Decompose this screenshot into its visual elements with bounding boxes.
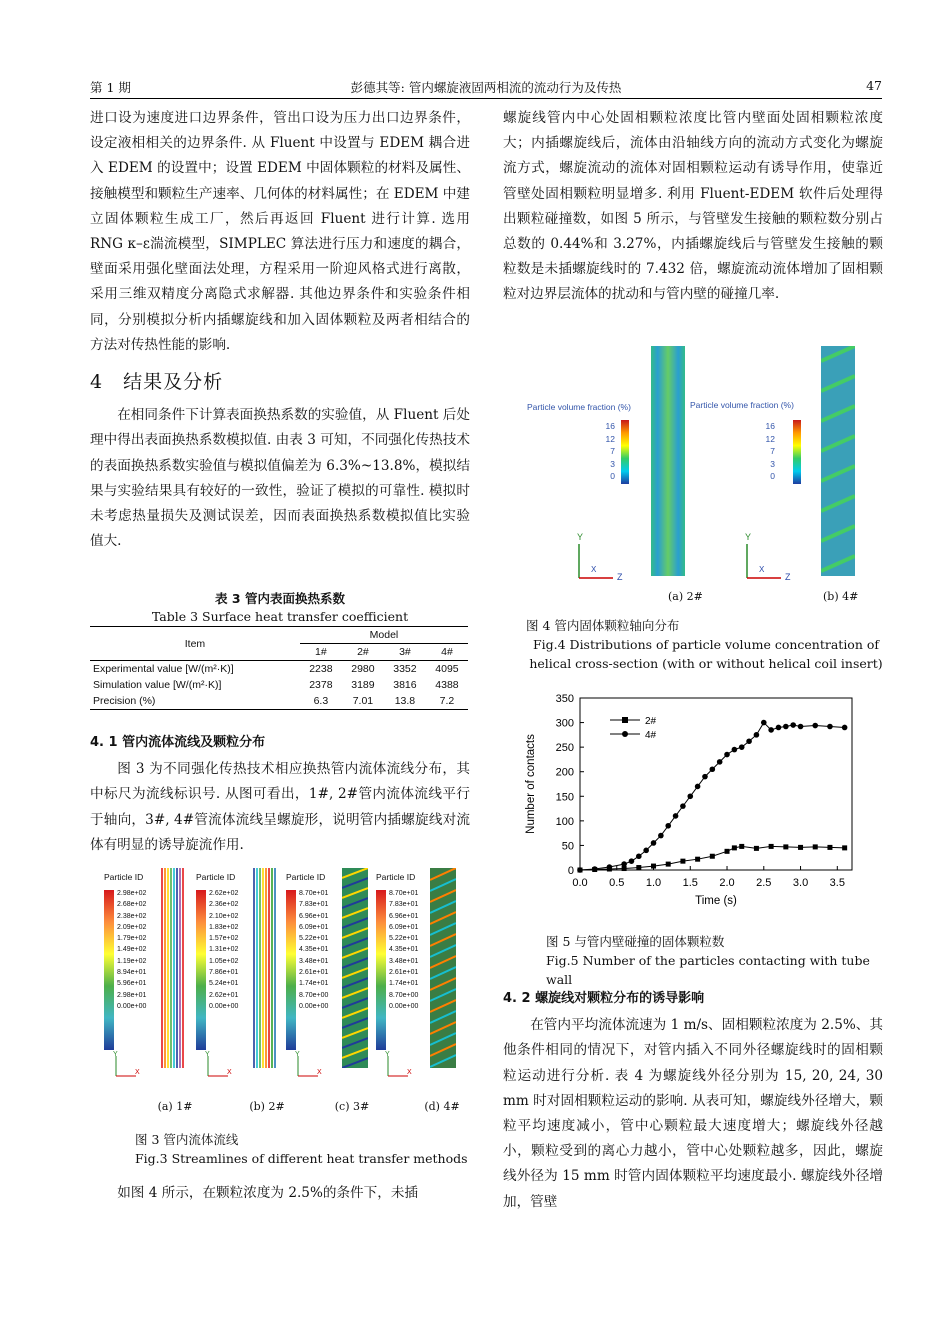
svg-text:Y: Y [113,1051,118,1058]
data-point [768,727,774,733]
panel-label: (a) 2# [668,590,703,603]
data-point [783,724,789,730]
colorbar [376,890,386,1050]
paragraph: 在相同条件下计算表面换热系数的实验值，从 Fluent 后处理中得出表面换热系数模拟值. 由表 3 可知，不同强化传热技术的表面换热系数实验值与模拟值偏差为 6.3%~13.8%，模拟结果与实验结果具有较好的一致性，验证了模拟的可靠性. 模拟时未考虑热量损失及测试误差，因而表面换热系数模拟值比实验值大. [90,407,470,550]
table-caption-cn: 表 3 管内表面换热系数 [215,591,345,606]
data-point [651,840,657,846]
data-point [761,720,767,726]
colorbar-ticks: 2.62e+02 2.36e+02 2.10e+02 1.83e+02 1.57e+02 1.31e+02 1.05e+02 7.86e+01 5.24e+01 2.62e+01 0.00e+00 [209,890,239,1010]
x-tick-label: 2.5 [756,877,772,889]
x-tick-label: 3.5 [829,877,845,889]
svg-text:X: X [227,1069,232,1076]
table-col-header: 4# [441,646,453,658]
subsection-heading-4-2: 4. 2 螺旋线对颗粒分布的诱导影响 [503,991,705,1006]
axis-triad [741,528,801,583]
fig4-caption-en: Fig.4 Distributions of particle volume concentration of helical cross-section (with or without helical coil insert) [529,637,883,671]
data-point [776,725,782,731]
fig4-caption [526,616,886,673]
fig3-panel-a [100,862,193,1113]
section-heading-4: 4 结果及分析 [90,371,224,394]
row-label: Experimental value [W/(m²·K)] [93,663,234,675]
data-point [842,725,848,731]
svg-text:Z: Z [617,572,623,582]
legend-marker [622,717,628,723]
issue-number: 第 1 期 [90,80,131,95]
heat-transfer-table [90,626,468,710]
table-col-header: 3# [399,646,411,658]
colorbar [286,890,296,1050]
cell: 4388 [435,679,459,691]
data-point [636,865,641,870]
data-point [724,752,730,758]
legend-title: Particle ID [376,872,416,882]
data-point [739,844,744,849]
svg-text:Y: Y [205,1051,210,1058]
series-line-4# [580,723,845,870]
legend-title: Particle ID [104,872,144,882]
header-rule [90,98,882,99]
axis-triad [202,1050,232,1080]
row-label: Simulation value [W/(m²·K)] [93,679,222,691]
colorbar-ticks: 2.98e+02 2.68e+02 2.38e+02 2.09e+02 1.79e+02 1.49e+02 1.19e+02 8.94e+01 5.96e+01 2.98e+01 0.00e+00 [117,890,147,1010]
running-title: 彭德其等: 管内螺旋液固两相流的流动行为及传热 [350,80,622,95]
data-point [665,823,671,829]
right-column-2 [503,982,883,1215]
svg-text:Y: Y [577,532,584,542]
figure-3 [100,862,460,1122]
data-point [812,723,818,729]
svg-text:X: X [317,1069,322,1076]
y-axis-label: Number of contacts [525,734,537,834]
svg-text:X: X [135,1069,140,1076]
tube-concentration-b [821,346,855,576]
panel-label: (d) 4# [424,1100,460,1113]
data-point [651,864,656,869]
x-tick-label: 1.0 [645,877,662,889]
cell: 2980 [351,663,375,675]
data-point [666,862,671,867]
data-point [827,724,833,730]
table-col-header: 2# [357,646,369,658]
legend-ticks: 16 12 7 3 0 [765,421,775,481]
fig3-panel-b [192,862,285,1113]
legend-title: Particle volume fraction (%) [527,402,631,412]
fig3-caption-cn: 图 3 管内流体流线 [135,1132,239,1147]
colorbar [793,420,801,484]
fig3-panel-d [372,862,462,1113]
tube-streamlines [252,868,278,1068]
cell: 2378 [309,679,333,691]
data-point [680,803,686,809]
figure-4 [523,340,863,610]
axis-triad [382,1050,412,1080]
y-tick-label: 150 [555,791,574,804]
svg-text:X: X [591,565,597,574]
data-point [673,813,679,819]
cell: 7.2 [439,695,455,707]
paragraph: 在管内平均流体流速为 1 m/s、固相颗粒浓度为 2.5%、其他条件相同的情况下，对管内插入不同外径螺旋线时的固相颗粒运动进行分析. 表 4 为螺旋线外径分别为 15, 20, 24, 30 mm 时对固相颗粒运动的影响. 从表可知，螺旋线外径增大，颗粒平均速度减小，管中心颗粒最大速度增大；螺旋线外径越小，颗粒受到的离心力越小，管中心处颗粒越多，因此，螺旋线外径为 15 mm 时管内固体颗粒平均速度最小. 螺旋线外径增加，管壁 [503,1017,883,1210]
table-3 [90,590,470,710]
y-tick-label: 100 [555,815,574,828]
left-column-2 [90,726,470,858]
data-point [739,744,745,750]
cell: 7.01 [352,695,374,707]
paragraph: 图 3 为不同强化传热技术相应换热管内流体流线分布，其中标尺为流线标识号. 从图可看出，1#, 2#管内流体流线平行于轴向，3#, 4#管流体流线呈螺旋形，说明管内插螺旋线对流体有明显的诱导旋流作用. [90,761,470,853]
subsection-heading-4-1: 4. 1 管内流体流线及颗粒分布 [90,735,266,750]
data-point [798,724,804,730]
cell: 13.8 [394,695,416,707]
table-caption-en: Table 3 Surface heat transfer coefficient [151,609,409,624]
legend-title: Particle ID [196,872,236,882]
data-point [643,848,649,854]
paragraph: 进口设为速度进口边界条件，管出口设为压力出口边界条件，设定液相相关的边界条件. 从 Fluent 中设置与 EDEM 耦合进入 EDEM 的设置中；设置 EDEM 中固体颗粒的材料及属性、接触模型和颗粒生产速率、几何体的材料属性；在 EDEM 中建立固体颗粒生成工厂，然后再返回 Fluent 进行计算. 选用 RNG κ–ε湍流模型，SIMPLEC 算法进行压力和速度的耦合，壁面采用强化壁面法处理，方程采用一阶迎风格式进行离散，采用三维双精度分离隐式求解器. 其他边界条件和实验条件相同，分别模拟分析内插螺旋线和加入固体颗粒及两者相结合的方法对传热性能的影响. [90,110,470,353]
data-point [827,845,832,850]
table-row [90,661,468,678]
data-point [695,784,701,790]
fig4-caption-cn: 图 4 管内固体颗粒轴向分布 [526,618,680,633]
panel-label: (c) 3# [334,1100,370,1113]
data-point [725,849,730,854]
colorbar-ticks: 8.70e+01 7.83e+01 6.96e+01 6.09e+01 5.22e+01 4.35e+01 3.48e+01 2.61e+01 1.74e+01 8.70e+00 0.00e+00 [389,890,419,1010]
tube-helical-streamlines [342,868,368,1068]
paragraph: 螺旋线管内中心处固相颗粒浓度比管内壁面处固相颗粒浓度大；内插螺旋线后，流体由沿轴线方向的流动方式变化为螺旋流方式，螺旋流动的流体对固相颗粒运动有诱导作用，使靠近管壁处固相颗粒明显增多. 利用 Fluent-EDEM 软件后处理得出颗粒碰撞数，如图 5 所示，与管壁发生接触的颗粒数分别占总数的 0.44%和 3.27%，内插螺旋线后与管壁发生接触的颗粒数是未插螺旋线时的 7.432 倍，螺旋流动流体增加了固相颗粒对边界层流体的扰动和与管内壁的碰撞几率. [503,110,883,303]
y-tick-label: 200 [555,766,574,779]
data-point [577,867,583,873]
x-axis-label: Time (s) [695,895,737,907]
y-tick-label: 0 [567,865,574,877]
fig5-caption-en: Fig.5 Number of the particles contacting with tube wall [546,953,870,987]
data-point [813,844,818,849]
y-tick-label: 350 [555,693,574,705]
data-point [710,766,716,772]
svg-text:X: X [759,565,765,574]
data-point [658,833,664,839]
x-tick-label: 2.0 [719,877,735,889]
tube-streamlines [160,868,186,1068]
table-header-item: Item [90,627,300,661]
table-header-model: Model [300,627,468,644]
legend-label: 4# [645,730,657,741]
left-column [90,106,470,554]
data-point [732,845,737,850]
fig5-chart [520,688,860,928]
svg-text:Z: Z [785,572,791,582]
y-tick-label: 300 [555,717,574,730]
data-point [717,759,723,765]
svg-text:X: X [407,1069,412,1076]
data-point [783,844,788,849]
page-number: 47 [866,78,882,93]
svg-text:Y: Y [295,1051,300,1058]
table-col-header: 1# [315,646,327,658]
data-point [680,859,685,864]
table-row [90,677,468,693]
y-tick-label: 250 [555,742,574,755]
y-tick-label: 50 [561,840,574,853]
fig5-caption-cn: 图 5 与管内壁碰撞的固体颗粒数 [546,934,725,949]
axis-triad [573,528,633,583]
fig3-panel-c [282,862,372,1113]
legend-title: Particle volume fraction (%) [690,400,794,410]
data-point [702,774,708,780]
tube-concentration-a [651,346,685,576]
x-tick-label: 1.5 [682,877,698,889]
data-point [687,793,693,799]
fig5-caption [546,932,876,989]
axis-triad [110,1050,140,1080]
data-point [621,861,627,867]
table-row [90,693,468,710]
legend-marker [622,731,628,737]
legend-label: 2# [645,716,657,727]
svg-text:Y: Y [745,532,752,542]
svg-text:Y: Y [385,1051,390,1058]
colorbar [196,890,206,1050]
fig3-caption-en: Fig.3 Streamlines of different heat transfer methods [135,1151,468,1166]
data-point [592,866,598,872]
legend-ticks: 16 12 7 3 0 [605,421,615,481]
colorbar [621,420,629,484]
data-point [695,857,700,862]
row-label: Precision (%) [93,695,156,707]
data-point [636,853,642,859]
data-point [754,732,760,738]
colorbar-ticks: 8.70e+01 7.83e+01 6.96e+01 6.09e+01 5.22e+01 4.35e+01 3.48e+01 2.61e+01 1.74e+01 8.70e+00 0.00e+00 [299,890,329,1010]
cell: 4095 [435,663,459,675]
cell: 6.3 [313,695,329,707]
axis-triad [292,1050,322,1080]
x-tick-label: 0.5 [609,877,625,889]
cell: 3816 [393,679,417,691]
cell: 3352 [393,663,417,675]
x-tick-label: 3.0 [792,877,809,889]
fig3-caption [135,1130,475,1168]
data-point [754,846,759,851]
x-tick-label: 0.0 [572,877,588,889]
cell: 2238 [309,663,333,675]
data-point [629,858,635,864]
data-point [798,845,803,850]
tube-helical-streamlines [430,868,456,1068]
plot-frame [580,698,852,870]
data-point [710,854,715,859]
right-column [503,106,883,308]
panel-label: (b) 2# [249,1100,285,1113]
left-column-3 [90,1181,470,1206]
data-point [790,722,796,728]
data-point [769,844,774,849]
data-point [732,747,738,753]
data-point [746,738,752,744]
cell: 3189 [351,679,375,691]
panel-label: (b) 4# [823,590,859,603]
paragraph: 如图 4 所示，在颗粒浓度为 2.5%的条件下，未插 [117,1185,419,1201]
data-point [842,845,847,850]
panel-label: (a) 1# [157,1100,193,1113]
colorbar [104,890,114,1050]
legend-title: Particle ID [286,872,326,882]
data-point [607,864,613,870]
